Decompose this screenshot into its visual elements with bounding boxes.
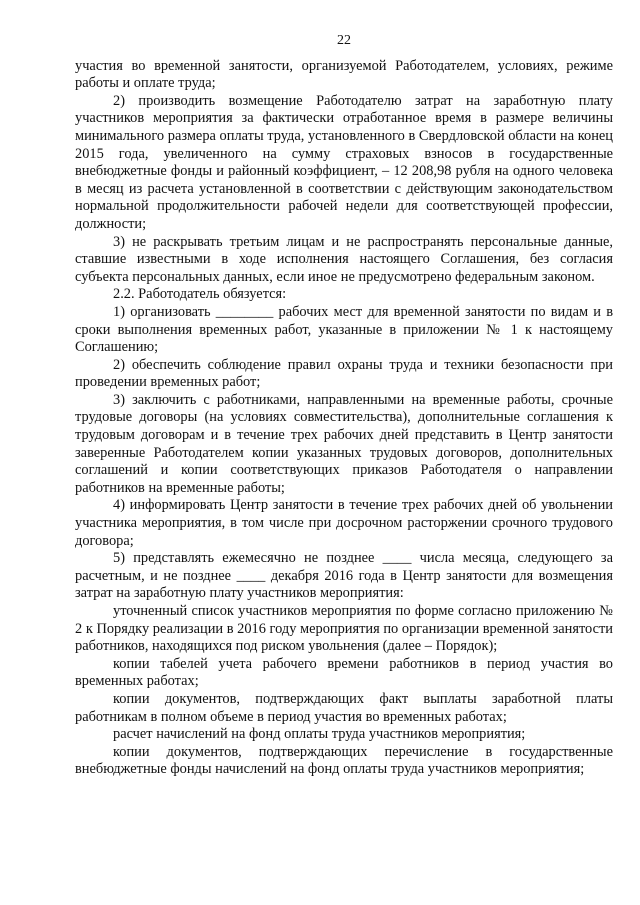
paragraph-fund-transfer-documents: копии документов, подтверждающих перечисление в государственные внебюджетные фонды начислений на фонд оплаты труда участников мероприятия; [75,743,613,778]
paragraph-continuation: участия во временной занятости, организуемой Работодателем, условиях, режиме работы и оплате труда; [75,57,613,92]
paragraph-item-2-2-4: 4) информировать Центр занятости в течение трех рабочих дней об увольнении участника мероприятия, в том числе при досрочном расторжении срочного трудового договора; [75,497,613,549]
paragraph-item-2-1-2: 2) производить возмещение Работодателю затрат на заработную плату участников мероприятия за фактически отработанное время в размере величины минимального размера оплаты труда, установленного в Свердловской области на конец 2015 года, увеличенного на сумму страховых взносов в государственные внебюджетные фонды и районный коэффициент, – 12 208,98 рубля на одного человека в месяц из расчета установленной в соответствии с действующим законодательством нормальной продолжительности рабочей недели для соответствующей профессии, должности; [75,92,613,232]
paragraph-item-2-2-5: 5) представлять ежемесячно не позднее ____ числа месяца, следующего за расчетным, и не позднее ____ декабря 2016 года в Центр занятости для возмещения затрат на заработную плату участников мероприятия: [75,550,613,602]
document-page [75,32,613,779]
paragraph-payroll-calculation: расчет начислений на фонд оплаты труда участников мероприятия; [113,726,526,743]
paragraph-item-2-2-1: 1) организовать ________ рабочих мест для временной занятости по видам и в сроки выполнения временных работ, указанные в приложении № 1 к настоящему Соглашению; [75,303,613,356]
paragraph-item-2-2-2: 2) обеспечить соблюдение правил охраны труда и техники безопасности при проведении временных работ; [75,356,613,391]
page-number: 22 [337,33,351,48]
section-heading-2-2: 2.2. Работодатель обязуется: [113,286,287,303]
paragraph-list-participants: уточненный список участников мероприятия по форме согласно приложению № 2 к Порядку реализации в 2016 году мероприятия по организации временной занятости работников, находящихся под риском увольнения (далее – Порядок); [75,603,613,655]
paragraph-item-2-1-3: 3) не раскрывать третьим лицам и не распространять персональные данные, ставшие известными в ходе исполнения настоящего Соглашения, без согласия субъекта персональных данных, если иное не предусмотрено федеральным законом. [75,233,613,285]
paragraph-salary-documents: копии документов, подтверждающих факт выплаты заработной платы работникам в полном объеме в период участия во временных работах; [75,690,613,725]
paragraph-item-2-2-3: 3) заключить с работниками, направленными на временные работы, срочные трудовые договоры (на условиях совместительства), дополнительные соглашения к трудовым договорам и в течение трех рабочих дней представить в Центр занятости заверенные Работодателем копии указанных трудовых договоров, дополнительных соглашений и копии соответствующих приказов Работодателя о направлении работников на временные работы; [75,391,613,496]
paragraph-timesheets: копии табелей учета рабочего времени работников в период участия во временных работах; [75,655,613,690]
